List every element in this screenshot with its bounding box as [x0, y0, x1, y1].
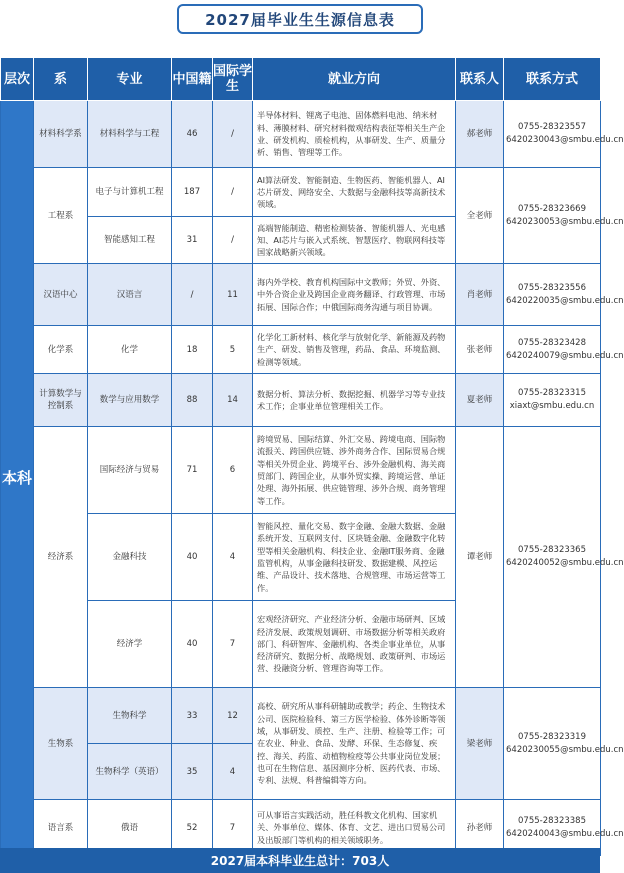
email-text: 6420230053@smbu.edu.cn	[506, 216, 624, 227]
intl-count-cell: /	[213, 217, 253, 264]
phone-text: 0755-28323428	[518, 337, 586, 348]
contact-cell: 谭老师	[456, 427, 504, 688]
major-cell: 数学与应用数学	[88, 374, 172, 427]
major-cell: 金融科技	[88, 514, 172, 601]
cn-count-cell: 88	[172, 374, 213, 427]
email-text: 6420230043@smbu.edu.cn	[506, 135, 624, 145]
jobs-cell: AI算法研发、智能制造、生物医药、智能机器人、AI芯片研发、网络安全、大数据与金融科技等高新技术领域。	[253, 168, 456, 217]
dept-cell: 汉语中心	[34, 264, 88, 326]
jobs-cell: 数据分析、算法分析、数据挖掘、机器学习等专业技术工作；企事业单位管理相关工作。	[253, 374, 456, 427]
cn-count-cell: 40	[172, 514, 213, 601]
cn-count-cell: 40	[172, 601, 213, 688]
major-cell: 生物科学（英语）	[88, 744, 172, 800]
email-text: 6420240079@smbu.edu.cn	[506, 350, 624, 361]
phone-text: 0755-28323385	[518, 815, 586, 826]
cn-count-cell: 18	[172, 326, 213, 374]
phone-text: 0755-28323315	[518, 388, 586, 398]
dept-cell: 语言系	[34, 800, 88, 856]
email-text: xiaxt@smbu.edu.cn	[509, 401, 595, 411]
jobs-cell: 海内外学校、教育机构国际中文教师；外贸、外资、中外合资企业及跨国企业商务翻译、行政管理、市场拓展、国际合作；中俄国际商务沟通与项目协调。	[253, 264, 456, 326]
contact-info-cell	[504, 688, 624, 800]
email-text: 6420220035@smbu.edu.cn	[506, 295, 624, 306]
contact-cell: 孙老师	[456, 800, 504, 856]
contact-cell: 全老师	[456, 168, 504, 264]
email-text: 6420240052@smbu.edu.cn	[506, 558, 624, 568]
contact-cell: 郝老师	[456, 101, 504, 168]
cn-count-cell: 46	[172, 101, 213, 168]
contact-cell: 梁老师	[456, 688, 504, 800]
header-major: 专业	[88, 58, 172, 101]
header-intl: 国际学生	[213, 58, 253, 101]
contact-info-cell	[504, 326, 624, 374]
dept-cell: 计算数学与控制系	[34, 374, 88, 427]
major-cell: 国际经济与贸易	[88, 427, 172, 514]
intl-count-cell: 12	[213, 688, 253, 744]
phone-text: 0755-28323556	[518, 282, 586, 293]
contact-cell: 肖老师	[456, 264, 504, 326]
jobs-cell: 宏观经济研究、产业经济分析、金融市场研判、区域经济发展、政策规划调研、市场数据分析等相关政府部门、科研智库、金融机构、各类企事业单位，从事经济研究、数据分析、战略规划、政策研判、市场运营、投融资分析、管理咨询等工作。	[253, 601, 456, 688]
contact-cell: 张老师	[456, 326, 504, 374]
contact-cell: 夏老师	[456, 374, 504, 427]
major-cell: 汉语言	[88, 264, 172, 326]
major-cell: 电子与计算机工程	[88, 168, 172, 217]
dept-cell: 材料科学系	[34, 101, 88, 168]
contact-info-cell	[504, 374, 601, 427]
contact-info-cell	[504, 168, 624, 264]
intl-count-cell: 14	[213, 374, 253, 427]
level-cell: 本科	[1, 101, 34, 856]
total-summary: 2027届本科毕业生总计：703人	[0, 848, 600, 873]
dept-cell: 经济系	[34, 427, 88, 688]
intl-count-cell: /	[213, 168, 253, 217]
cn-count-cell: 33	[172, 688, 213, 744]
jobs-cell: 跨境贸易、国际结算、外汇交易、跨境电商、国际物流报关、跨国供应链、涉外商务合作、国际贸易合规等相关外贸企业、跨境平台、涉外金融机构、海关商贸部门、跨国企业，从事外贸实操、跨境运营、单证处理、海外拓展、供应链管理、涉外合规、商务管理等工作。	[253, 427, 456, 514]
major-cell: 材料科学与工程	[88, 101, 172, 168]
cn-count-cell: 35	[172, 744, 213, 800]
major-cell: 生物科学	[88, 688, 172, 744]
intl-count-cell: 5	[213, 326, 253, 374]
contact-info-cell	[504, 264, 624, 326]
header-contact: 联系人	[456, 58, 504, 101]
jobs-cell: 化学化工新材料、核化学与放射化学、新能源及药物生产、研发、销售及管理，药品、食品、环境监测、检测等领域。	[253, 326, 456, 374]
cn-count-cell: 187	[172, 168, 213, 217]
dept-cell: 生物系	[34, 688, 88, 800]
email-text: 6420230055@smbu.edu.cn	[506, 744, 624, 755]
cn-count-cell: 31	[172, 217, 213, 264]
header-phone: 联系方式	[504, 58, 601, 101]
major-cell: 化学	[88, 326, 172, 374]
jobs-cell: 高校、研究所从事科研辅助或教学；药企、生物技术公司、医院检验科、第三方医学检验、体外诊断等领域，从事研发、质控、生产、注册、检验等工作；可在农业、种业、食品、发酵、环保、生态修复、疾控、海关、药监、动植物检疫等公共事业岗位发展；也可在生物信息、基因测序分析、医药代表、市场、专利、法规、科普编辑等方向。	[253, 688, 456, 800]
major-cell: 俄语	[88, 800, 172, 856]
phone-text: 0755-28323365	[518, 545, 586, 555]
intl-count-cell: /	[213, 101, 253, 168]
intl-count-cell: 4	[213, 744, 253, 800]
header-dept: 系	[34, 58, 88, 101]
phone-text: 0755-28323319	[518, 731, 586, 742]
intl-count-cell: 4	[213, 514, 253, 601]
page-title: 2027届毕业生生源信息表	[177, 4, 423, 34]
intl-count-cell: 7	[213, 800, 253, 856]
intl-count-cell: 6	[213, 427, 253, 514]
phone-text: 0755-28323669	[518, 203, 586, 214]
header-level: 层次	[1, 58, 34, 101]
dept-cell: 化学系	[34, 326, 88, 374]
intl-count-cell: 7	[213, 601, 253, 688]
jobs-cell: 智能风控、量化交易、数字金融、金融大数据、金融系统开发、互联网支付、区块链金融、金融数字化转型等相关金融机构、科技企业、金融IT服务商、金融监管机构，从事金融科技研发、数据建模、风控运维、产品设计、技术落地、合规管理、市场运营等工作。	[253, 514, 456, 601]
header-jobs: 就业方向	[253, 58, 456, 101]
header-cn: 中国籍	[172, 58, 213, 101]
jobs-cell: 半导体材料、锂离子电池、固体燃料电池、纳米材料、薄膜材料、研究材料微观结构表征等相关生产企业、研发机构、质检机构，从事研发、生产、质量分析、销售、管理等工作。	[253, 101, 456, 168]
jobs-cell: 高端智能制造、精密检测装备、智能机器人、光电感知、AI芯片与嵌入式系统、智慧医疗、物联网科技等国家战略新兴领域。	[253, 217, 456, 264]
contact-info-cell	[504, 427, 624, 688]
phone-text: 0755-28323557	[518, 122, 586, 132]
major-cell: 经济学	[88, 601, 172, 688]
contact-info-cell	[504, 101, 624, 168]
jobs-cell: 可从事语言实践活动，胜任科教文化机构、国家机关、外事单位、媒体、体育、文艺、进出口贸易公司及出版部门等机构的相关领域职务。	[253, 800, 456, 856]
email-text: 6420240043@smbu.edu.cn	[506, 828, 624, 839]
dept-cell: 工程系	[34, 168, 88, 264]
cn-count-cell: /	[172, 264, 213, 326]
cn-count-cell: 71	[172, 427, 213, 514]
graduate-table	[0, 57, 624, 856]
intl-count-cell: 11	[213, 264, 253, 326]
cn-count-cell: 52	[172, 800, 213, 856]
major-cell: 智能感知工程	[88, 217, 172, 264]
